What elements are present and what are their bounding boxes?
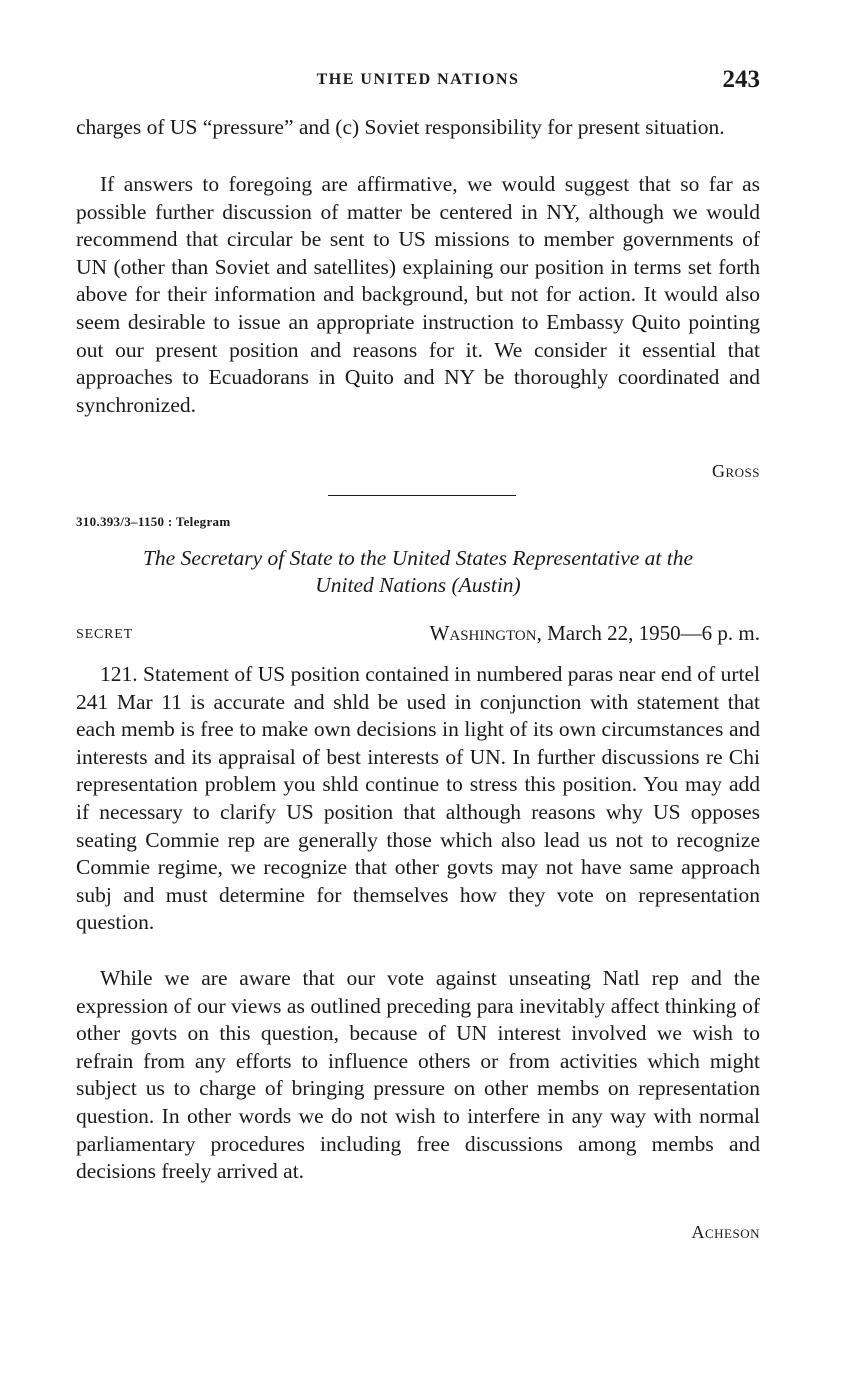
running-title: THE UNITED NATIONS xyxy=(316,71,520,88)
continuation-paragraph-block xyxy=(76,114,760,142)
signature-acheson: Acheson xyxy=(691,1222,760,1242)
section-divider xyxy=(328,495,516,496)
dateline xyxy=(430,621,760,646)
document-title-line-1: The Secretary of State to the United States Representative at the xyxy=(142,546,694,570)
signature-gross: Gross xyxy=(711,461,760,481)
classification-label: SECRET xyxy=(76,627,133,642)
telegram-paragraph-1: 121. Statement of US position contained in numbered paras near end of urtel 241 Mar 11 is accurate and shld be used in conjunction with statement that each memb is free to make own decisions in light of its own circumstances and interests and its appraisal of best interests of UN. In further discussions re Chi representation problem you shld continue to stress this position. You may add if necessary to clarify US position that although reasons why US opposes seating Commie rep are generally those which also lead us not to recognize Commie regime, we recognize that other govts may not have same approach subj and must determine for themselves how they vote on representation question. xyxy=(76,662,760,935)
continuation-paragraph: charges of US “pressure” and (c) Soviet responsibility for present situation. xyxy=(76,115,725,139)
running-head xyxy=(76,66,760,96)
document-title xyxy=(76,545,760,599)
dateline-place: Washington, xyxy=(429,621,542,645)
file-reference: 310.393/3–1150 : Telegram xyxy=(76,514,231,529)
gross-paragraph-block xyxy=(76,171,760,419)
dateline-date: March 22, 1950—6 p. m. xyxy=(547,621,760,645)
telegram-paragraph-1-block xyxy=(76,661,760,937)
telegram-paragraph-2-block xyxy=(76,965,760,1186)
gross-body-paragraph: If answers to foregoing are affirmative, we would suggest that so far as possible further discussion of matter be centered in NY, although we would recommend that circular be sent to US missions to member governments of UN (other than Soviet and satellites) explaining our position in terms set forth above for their information and background, but not for action. It would also seem desirable to issue an appropriate instruction to Embassy Quito pointing out our present position and reasons for it. We consider it essential that approaches to Ecuadorans in Quito and NY be thoroughly coordinated and synchronized. xyxy=(76,172,760,417)
document-title-line-2: United Nations (Austin) xyxy=(315,573,521,597)
page-number: 243 xyxy=(722,66,760,93)
telegram-paragraph-2: While we are aware that our vote against unseating Natl rep and the expression of our views as outlined preceding para inevitably affect thinking of other govts on this question, because of UN interest involved we wish to refrain from any efforts to influence others or from activities which might subject us to charge of bringing pressure on other membs on representation question. In other words we do not wish to interfere in any way with normal parliamentary procedures including free discussions among membs and decisions freely arrived at. xyxy=(76,966,760,1184)
